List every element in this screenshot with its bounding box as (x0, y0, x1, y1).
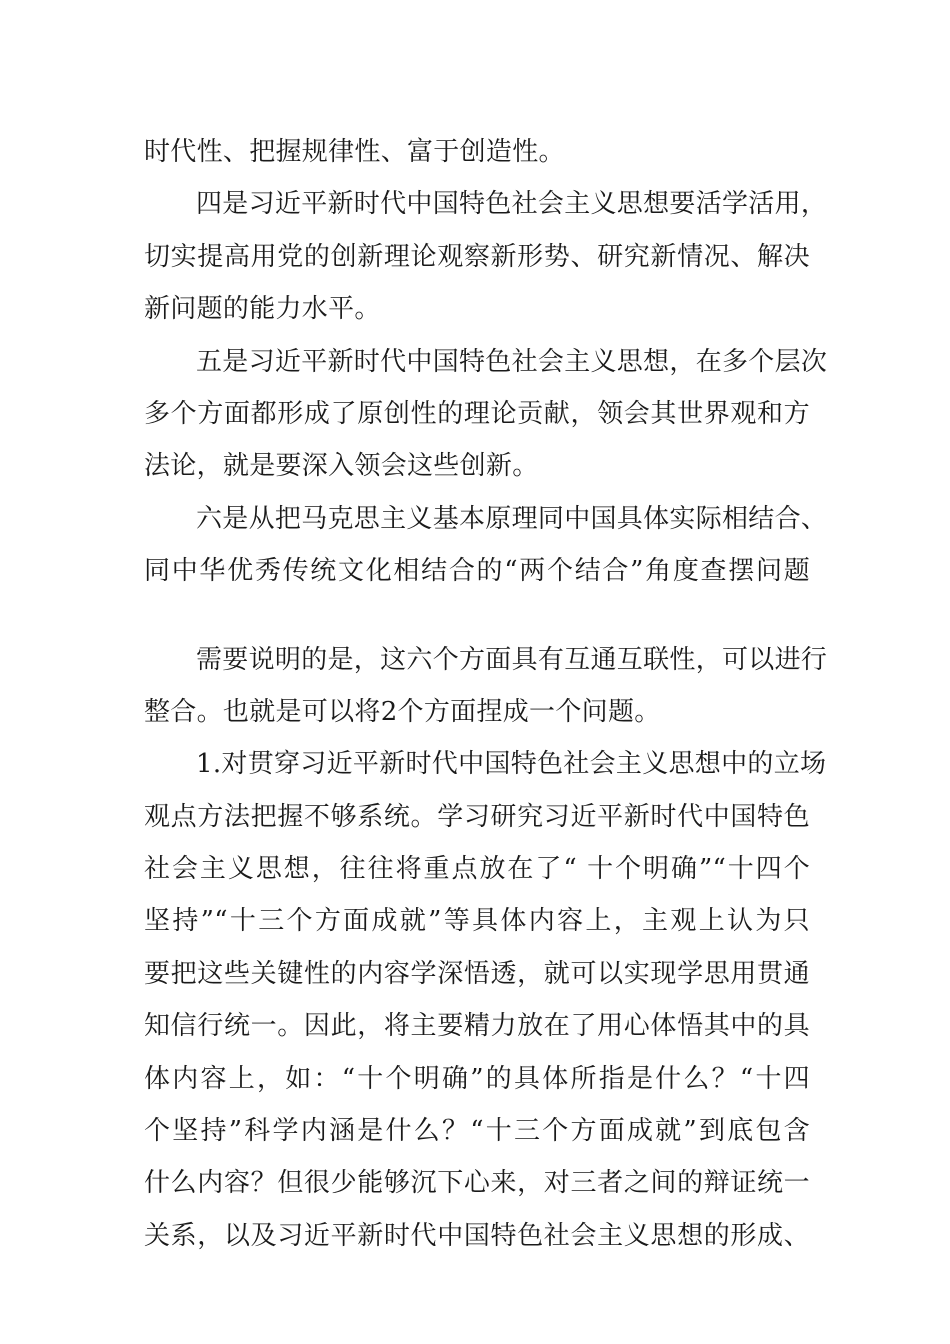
text-line: 观点方法把握不够系统。学习研究习近平新时代中国特色 (144, 801, 810, 832)
paragraph-point-four (144, 178, 828, 335)
text-line: 体内容上，如：“十个明确”的具体所指是什么？“十四 (144, 1063, 810, 1094)
text-line: 五是习近平新时代中国特色社会主义思想，在多个层次 (196, 346, 828, 377)
paragraph-point-five (144, 336, 828, 493)
text-line: 法论，就是要深入领会这些创新。 (144, 451, 539, 482)
blank-gap (144, 598, 810, 634)
paragraph-item-one (144, 738, 827, 1262)
text-line: 1.对贯穿习近平新时代中国特色社会主义思想中的立场 (196, 749, 827, 780)
paragraph-continuation (144, 126, 810, 178)
text-line: 什么内容？但很少能够沉下心来，对三者之间的辩证统一 (144, 1168, 810, 1199)
text-line: 社会主义思想，往往将重点放在了“ 十个明确”“十四个 (144, 854, 810, 885)
text-line: 坚持”“十三个方面成就”等具体内容上，主观上认为只 (144, 906, 810, 937)
text-line: 需要说明的是，这六个方面具有互通互联性，可以进行 (196, 644, 828, 675)
paragraph-point-six (144, 493, 828, 598)
text-line: 多个方面都形成了原创性的理论贡献，领会其世界观和方 (144, 398, 810, 429)
text-line: 新问题的能力水平。 (144, 294, 381, 325)
text-line: 个坚持”科学内涵是什么？“十三个方面成就”到底包含 (144, 1116, 810, 1147)
text-line: 知信行统一。因此，将主要精力放在了用心体悟其中的具 (144, 1011, 810, 1042)
text-line: 要把这些关键性的内容学深悟透，就可以实现学思用贯通 (144, 958, 810, 989)
text-line: 同中华优秀传统文化相结合的“两个结合”角度查摆问题 (144, 556, 810, 587)
text-line: 四是习近平新时代中国特色社会主义思想要活学活用， (196, 189, 828, 220)
paragraph-note (144, 634, 828, 739)
text-line: 关系，以及习近平新时代中国特色社会主义思想的形成、 (144, 1220, 810, 1251)
text-line: 切实提高用党的创新理论观察新形势、研究新情况、解决 (144, 241, 810, 272)
document-body (144, 126, 828, 1262)
text-line: 六是从把马克思主义基本原理同中国具体实际相结合、 (196, 503, 828, 534)
text-line: 时代性、把握规律性、富于创造性。 (144, 137, 565, 167)
text-line: 整合。也就是可以将2个方面捏成一个问题。 (144, 696, 661, 727)
